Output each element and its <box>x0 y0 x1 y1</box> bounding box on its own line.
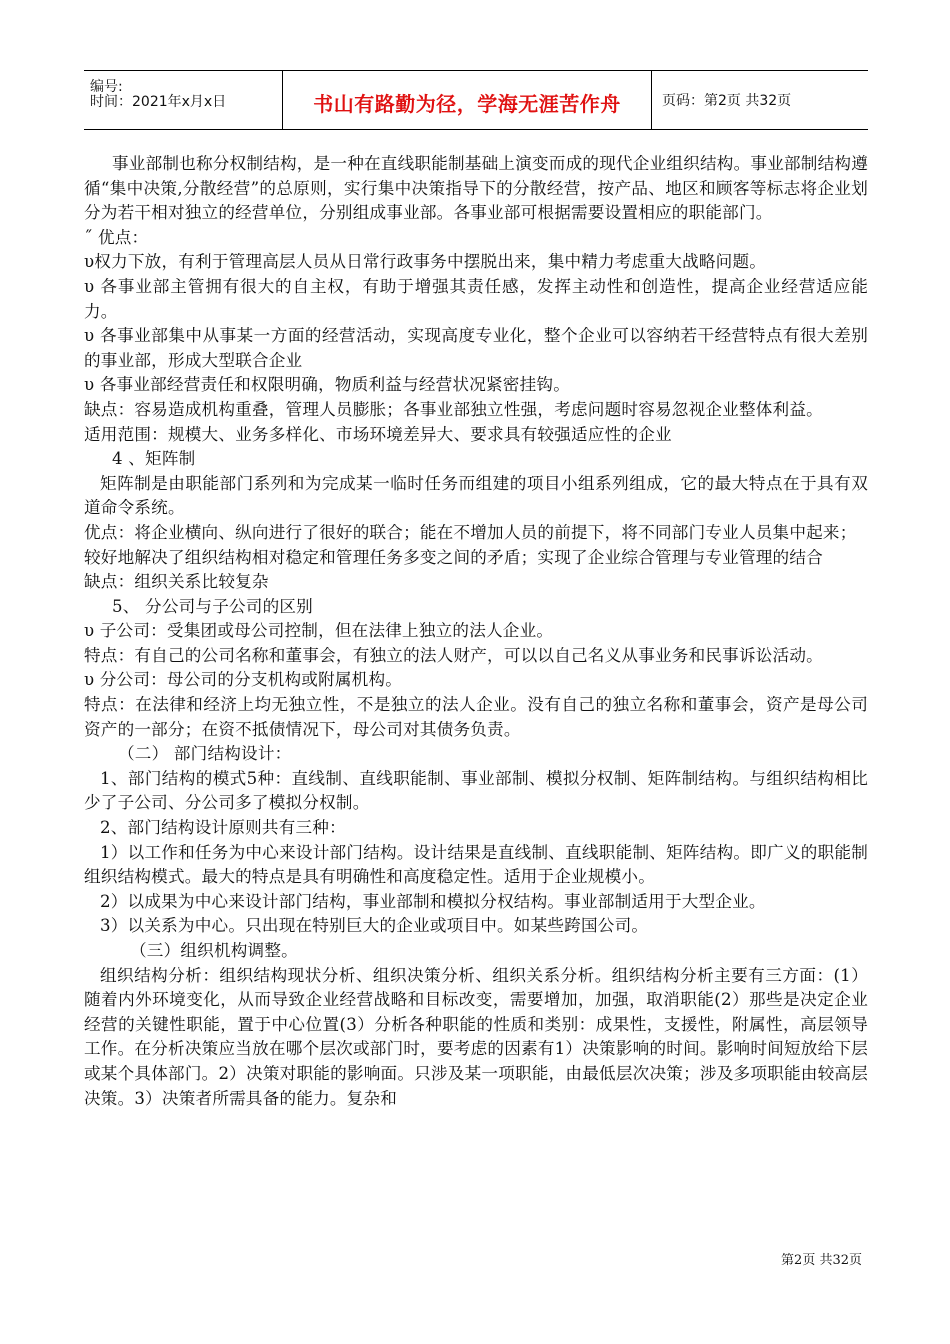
paragraph-matrix-definition: 矩阵制是由职能部门系列和为完成某一临时任务而组建的项目小组系列组成，它的最大特点在于具有双道命令系统。 <box>84 473 868 518</box>
paragraph-branch-features: 特点：在法律和经济上均无独立性，不是独立的法人企业。没有自己的独立名称和董事会，资产是母公司资产的一部分；在资不抵债情况下，母公司对其债务负责。 <box>84 695 868 739</box>
document-number-label: 编号: <box>90 79 123 95</box>
paragraph-advantage-4: υ 各事业部经营责任和权限明确，物质利益与经营状况紧密挂钩。 <box>84 375 570 395</box>
paragraph-matrix-advantages: 优点：将企业横向、纵向进行了很好的联合；能在不增加人员的前提下，将不同部门专业人员集中起来； <box>84 522 857 542</box>
document-body <box>84 152 868 1111</box>
paragraph-subsidiary-features: 特点：有自己的公司名称和董事会，有独立的法人财产，可以以自己名义从事业务和民事诉讼活动。 <box>84 645 823 665</box>
header-motto: 书山有路勤为径，学海无涯苦作舟 <box>313 92 621 116</box>
paragraph-disadvantages: 缺点：容易造成机构重叠，管理人员膨胀；各事业部独立性强，考虑问题时容易忽视企业整体利益。 <box>84 399 823 419</box>
paragraph-matrix-advantages-cont: 较好地解决了组织结构相对稳定和管理任务多变之间的矛盾；实现了企业综合管理与专业管理的结合 <box>84 547 823 567</box>
paragraph-principle-3: 3）以关系为中心。只出现在特别巨大的企业或项目中。如某些跨国公司。 <box>100 916 649 936</box>
paragraph-principle-1: 1）以工作和任务为中心来设计部门结构。设计结果是直线制、直线职能制、矩阵结构。即广义的职能制组织结构模式。最大的特点是具有明确性和高度稳定性。适用于企业规模小。 <box>84 842 868 887</box>
paragraph-structure-analysis: 组织结构分析：组织结构现状分析、组织决策分析、组织关系分析。组织结构分析主要有三方面：(1）随着内外环境变化，从而导致企业经营战略和目标改变，需要增加，加强，取消职能(2）那些是决定企业经营的关键性职能，置于中心位置(3）分析各种职能的性质和类别：成果性，支援性，附属性，高层领导工作。在分析决策应当放在哪个层次或部门时，要考虑的因素有1）决策影响的时间。影响时间短放给下层或某个具体部门。2）决策对职能的影响面。只涉及某一项职能，由最低层次决策；涉及多项职能由较高层决策。3）决策者所需具备的能力。复杂和 <box>84 965 868 1108</box>
header-page-cell <box>652 71 868 129</box>
paragraph-matrix-disadvantages: 缺点：组织关系比较复杂 <box>84 572 269 592</box>
paragraph-principle-2: 2）以成果为中心来设计部门结构，事业部制和模拟分权结构。事业部制适用于大型企业。 <box>100 891 766 911</box>
header-meta <box>84 71 282 129</box>
paragraph-advantage-1: υ权力下放，有利于管理高层人员从日常行政事务中摆脱出来，集中精力考虑重大战略问题。 <box>84 252 767 272</box>
header-page-number: 页码：第2页 共32页 <box>662 93 792 109</box>
section-heading-department-design: （二） 部门结构设计： <box>118 744 292 764</box>
paragraph-advantages-heading: ˝ 优点： <box>84 227 149 247</box>
section-heading-matrix: 4 、矩阵制 <box>112 449 196 469</box>
section-heading-subsidiary: 5、 分公司与子公司的区别 <box>112 596 313 616</box>
section-heading-restructure: （三）组织机构调整。 <box>130 941 298 960</box>
document-time-label: 时间：2021年x月x日 <box>90 94 227 110</box>
paragraph-design-principles: 2、部门结构设计原则共有三种： <box>100 818 346 838</box>
paragraph-branch: υ 分公司：母公司的分支机构或附属机构。 <box>84 670 403 690</box>
paragraph-scope: 适用范围：规模大、业务多样化、市场环境差异大、要求具有较强适应性的企业 <box>84 424 672 444</box>
paragraph-advantage-3: υ 各事业部集中从事某一方面的经营活动，实现高度专业化，整个企业可以容纳若干经营特点有很大差别的事业部，形成大型联合企业 <box>84 326 868 370</box>
paragraph-subsidiary: υ 子公司：受集团或母公司控制，但在法律上独立的法人企业。 <box>84 621 554 641</box>
header-motto-cell <box>282 71 652 129</box>
page-header <box>84 70 868 130</box>
paragraph-department-modes: 1、部门结构的模式5种：直线制、直线职能制、事业部制、模拟分权制、矩阵制结构。与组织结构相比少了子公司、分公司多了模拟分权制。 <box>84 768 868 813</box>
paragraph-advantage-2: υ 各事业部主管拥有很大的自主权，有助于增强其责任感，发挥主动性和创造性，提高企业经营适应能力。 <box>84 276 868 321</box>
paragraph-intro: 事业部制也称分权制结构，是一种在直线职能制基础上演变而成的现代企业组织结构。事业部制结构遵循“集中决策,分散经营”的总原则，实行集中决策指导下的分散经营，按产品、地区和顾客等标志将企业划分为若干相对独立的经营单位，分别组成事业部。各事业部可根据需要设置相应的职能部门。 <box>84 154 868 223</box>
page-footer-number: 第2页 共32页 <box>781 1253 862 1268</box>
